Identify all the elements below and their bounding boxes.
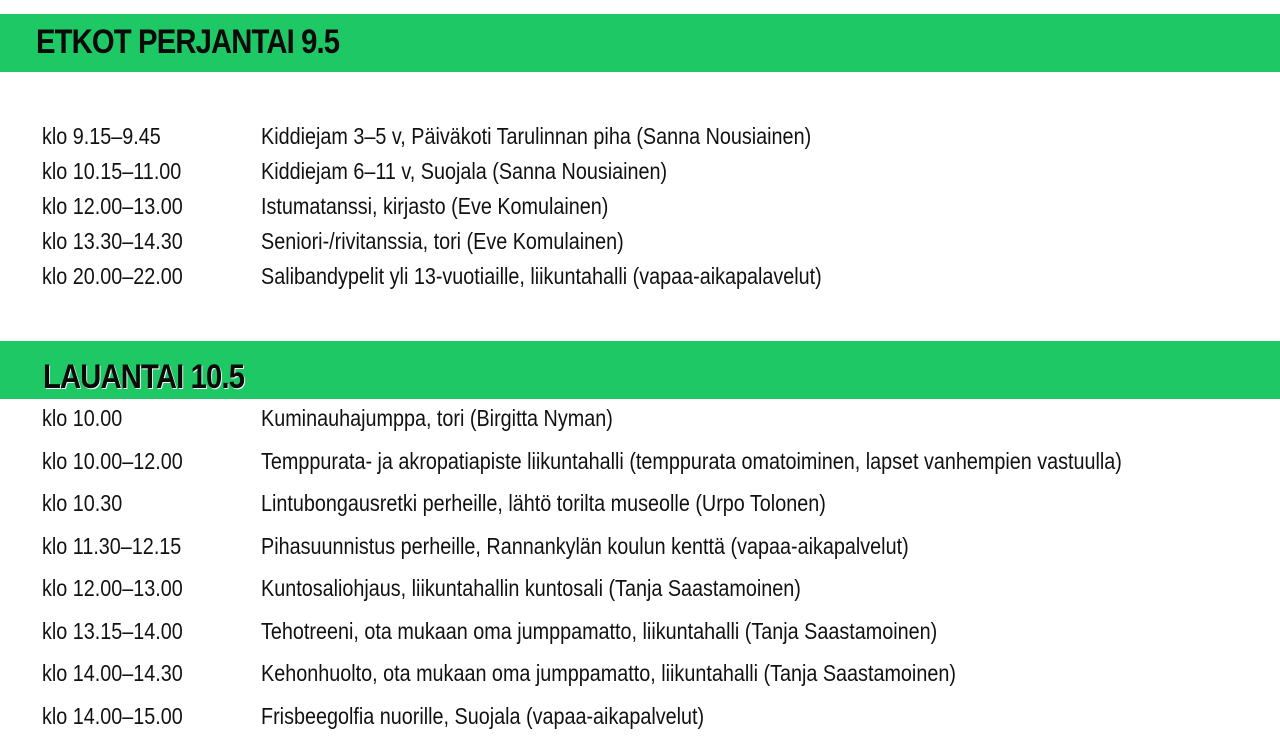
section-header-friday bbox=[0, 14, 1280, 72]
event-time: klo 13.15–14.00 bbox=[42, 617, 183, 645]
list-item bbox=[0, 489, 1280, 532]
list-item bbox=[0, 262, 1280, 297]
list-item bbox=[0, 702, 1280, 744]
event-time: klo 14.00–14.30 bbox=[42, 659, 183, 687]
section-header-saturday bbox=[0, 341, 1280, 399]
event-description: Lintubongausretki perheille, lähtö torilta museolle (Urpo Tolonen) bbox=[261, 489, 826, 517]
event-time: klo 10.15–11.00 bbox=[42, 157, 181, 185]
event-description: Kiddiejam 3–5 v, Päiväkoti Tarulinnan piha (Sanna Nousiainen) bbox=[261, 122, 811, 150]
event-description: Kehonhuolto, ota mukaan oma jumppamatto, liikuntahalli (Tanja Saastamoinen) bbox=[261, 659, 956, 687]
event-time: klo 20.00–22.00 bbox=[42, 262, 183, 290]
section-title: ETKOT PERJANTAI 9.5 bbox=[36, 20, 339, 64]
event-description: Kiddiejam 6–11 v, Suojala (Sanna Nousiainen) bbox=[261, 157, 667, 185]
event-description: Seniori-/rivitanssia, tori (Eve Komulainen) bbox=[261, 227, 624, 255]
event-time: klo 14.00–15.00 bbox=[42, 702, 183, 730]
list-item bbox=[0, 192, 1280, 227]
event-description: Kuntosaliohjaus, liikuntahallin kuntosali (Tanja Saastamoinen) bbox=[261, 574, 801, 602]
list-item bbox=[0, 227, 1280, 262]
event-description: Kuminauhajumppa, tori (Birgitta Nyman) bbox=[261, 404, 613, 432]
event-time: klo 10.30 bbox=[42, 489, 122, 517]
event-description: Temppurata- ja akropatiapiste liikuntahalli (temppurata omatoiminen, lapset vanhempien vastuulla) bbox=[261, 447, 1122, 475]
event-description: Salibandypelit yli 13-vuotiaille, liikuntahalli (vapaa-aikapalavelut) bbox=[261, 262, 822, 290]
list-item bbox=[0, 532, 1280, 575]
list-item bbox=[0, 574, 1280, 617]
event-list-friday bbox=[0, 122, 1280, 297]
event-time: klo 11.30–12.15 bbox=[42, 532, 181, 560]
event-time: klo 13.30–14.30 bbox=[42, 227, 183, 255]
event-description: Pihasuunnistus perheille, Rannankylän koulun kenttä (vapaa-aikapalvelut) bbox=[261, 532, 909, 560]
event-description: Frisbeegolfia nuorille, Suojala (vapaa-aikapalvelut) bbox=[261, 702, 704, 730]
list-item bbox=[0, 617, 1280, 660]
event-time: klo 9.15–9.45 bbox=[42, 122, 161, 150]
event-time: klo 10.00–12.00 bbox=[42, 447, 183, 475]
event-description: Tehotreeni, ota mukaan oma jumppamatto, liikuntahalli (Tanja Saastamoinen) bbox=[261, 617, 937, 645]
list-item bbox=[0, 122, 1280, 157]
event-list-saturday bbox=[0, 404, 1280, 744]
list-item bbox=[0, 157, 1280, 192]
event-description: Istumatanssi, kirjasto (Eve Komulainen) bbox=[261, 192, 608, 220]
event-time: klo 12.00–13.00 bbox=[42, 192, 183, 220]
section-title: LAUANTAI 10.5 bbox=[43, 355, 244, 399]
event-time: klo 12.00–13.00 bbox=[42, 574, 183, 602]
list-item bbox=[0, 404, 1280, 447]
list-item bbox=[0, 659, 1280, 702]
event-time: klo 10.00 bbox=[42, 404, 122, 432]
list-item bbox=[0, 447, 1280, 490]
